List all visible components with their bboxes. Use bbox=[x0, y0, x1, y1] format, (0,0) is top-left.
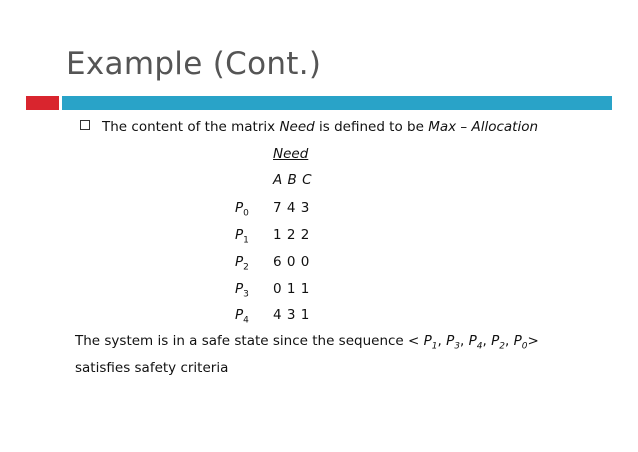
sequence-item: $P_3$ bbox=[446, 333, 461, 352]
bullet-term-need: Need bbox=[279, 119, 315, 135]
matrix-row-values: 1 2 2 bbox=[273, 227, 310, 243]
bullet-term-max: Max bbox=[428, 119, 457, 135]
conclusion-line-1: The system is in a safe state since the sequence < $P_1$, $P_3$, $P_4$, $P_2$, $P_0>$ bbox=[75, 333, 539, 352]
square-bullet-icon bbox=[80, 120, 90, 130]
bullet-text-prefix: The content of the matrix bbox=[102, 119, 280, 135]
sequence-item: $P_2$ bbox=[491, 333, 505, 352]
matrix-row-values: 0 1 1 bbox=[273, 281, 310, 297]
process-label: $P_1$ bbox=[235, 227, 249, 246]
bullet-term-allocation: Allocation bbox=[471, 119, 539, 135]
bullet-dash: – bbox=[456, 119, 472, 135]
sequence-item: $P_1$ bbox=[423, 333, 438, 352]
conclusion-text bbox=[75, 331, 539, 379]
conclusion-line-2: satisfies safety criteria bbox=[75, 359, 229, 376]
matrix-title: Need bbox=[273, 146, 309, 162]
process-label: $P_4$ bbox=[235, 307, 249, 326]
title-accent-blue-bar bbox=[62, 96, 612, 110]
bullet-item bbox=[80, 119, 538, 135]
process-label: $P_2$ bbox=[235, 254, 249, 273]
sequence-item: $P_0$ bbox=[513, 333, 528, 352]
slide-title: Example (Cont.) bbox=[66, 46, 322, 82]
sequence-item: $P_4$ bbox=[468, 333, 483, 352]
bullet-text-middle: is defined to be bbox=[314, 119, 429, 135]
title-accent-red-bar bbox=[26, 96, 59, 110]
matrix-row-values: 4 3 1 bbox=[273, 307, 310, 323]
matrix-column-header: A B C bbox=[273, 172, 312, 188]
matrix-row-values: 7 4 3 bbox=[273, 200, 310, 216]
process-label: $P_3$ bbox=[235, 281, 249, 300]
process-label: $P_0$ bbox=[235, 200, 249, 219]
matrix-row-values: 6 0 0 bbox=[273, 254, 310, 270]
